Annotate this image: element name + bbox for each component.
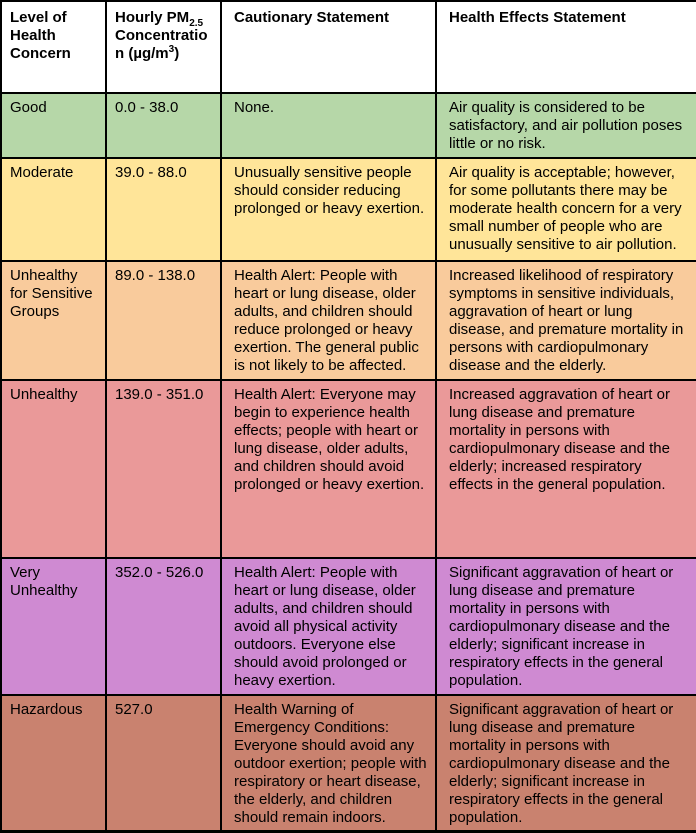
header-pm-text: Hourly PM [115,9,190,26]
concentration-cell: 89.0 - 138.0 [106,261,221,380]
concentration-cell: 39.0 - 88.0 [106,158,221,261]
cautionary-cell: Health Warning of Emergency Conditions: Everyone should avoid any outdoor exertion; people with respiratory or heart disease, the elderly, and children should remain indoors. [221,695,436,832]
header-hourly-pm25-concentration [106,1,221,93]
effects-cell: Air quality is acceptable; however, for some pollutants there may be moderate health concern for a very small number of people who are unusually sensitive to air pollution. [436,158,696,261]
pm25-subscript: 2.5 [189,18,204,29]
concentration-cell: 527.0 [106,695,221,832]
table-row-unhealthy-for-sensitive-groups [1,261,696,380]
level-cell: Moderate [1,158,106,261]
effects-cell: Increased aggravation of heart or lung disease and premature mortality in persons with cardiopulmonary disease and the elderly; increased respiratory effects in the general population. [436,380,696,558]
table-row-unhealthy [1,380,696,558]
header-units-close: ) [174,45,180,62]
cautionary-cell: Health Alert: People with heart or lung disease, older adults, and children should reduce prolonged or heavy exertion. The general public is not likely to be affected. [221,261,436,380]
level-cell: Hazardous [1,695,106,832]
cautionary-cell: Health Alert: Everyone may begin to experience health effects; people with heart or lung disease, older adults, and children should avoid prolonged or heavy exertion. [221,380,436,558]
table-row-very-unhealthy [1,558,696,695]
cautionary-cell: Health Alert: People with heart or lung disease, older adults, and children should avoid all physical activity outdoors. Everyone else should avoid prolonged or heavy exertion. [221,558,436,695]
table-row-hazardous [1,695,696,832]
header-row [1,1,696,93]
header-cautionary-statement: Cautionary Statement [221,1,436,93]
header-concentration-text: Concentratio [115,27,208,44]
effects-cell: Significant aggravation of heart or lung disease and premature mortality in persons with cardiopulmonary disease and the elderly; significant increase in respiratory effects in the general population. [436,558,696,695]
header-units-text: n (µg/m [115,45,169,62]
level-cell: Unhealthy for Sensitive Groups [1,261,106,380]
effects-cell: Increased likelihood of respiratory symptoms in sensitive individuals, aggravation of heart or lung disease, and premature mortality in persons with cardiopulmonary disease and the elderly. [436,261,696,380]
cautionary-cell: None. [221,93,436,158]
header-level-of-health-concern: Level of Health Concern [1,1,106,93]
table-row-moderate [1,158,696,261]
concentration-cell: 352.0 - 526.0 [106,558,221,695]
effects-cell: Significant aggravation of heart or lung disease and premature mortality in persons with cardiopulmonary disease and the elderly; significant increase in respiratory effects in the general population. [436,695,696,832]
level-cell: Very Unhealthy [1,558,106,695]
cautionary-cell: Unusually sensitive people should consider reducing prolonged or heavy exertion. [221,158,436,261]
level-cell: Unhealthy [1,380,106,558]
effects-cell: Air quality is considered to be satisfactory, and air pollution poses little or no risk. [436,93,696,158]
table-row-good [1,93,696,158]
header-health-effects-statement: Health Effects Statement [436,1,696,93]
table-body [1,93,696,833]
concentration-cell: 0.0 - 38.0 [106,93,221,158]
concentration-cell: 139.0 - 351.0 [106,380,221,558]
table-header [1,1,696,93]
cubic-meter-superscript: 3 [168,44,175,55]
level-cell: Good [1,93,106,158]
